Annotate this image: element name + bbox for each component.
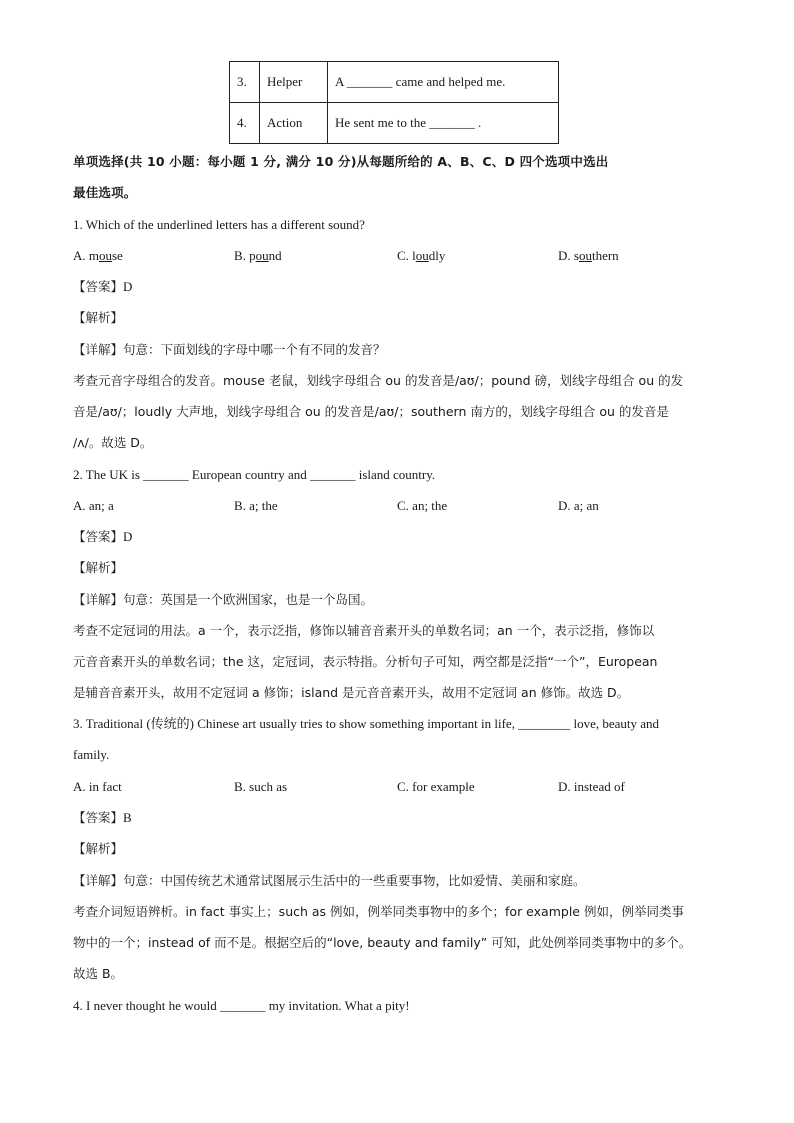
q1-explanation-2: 音是/aʊ/；loudly 大声地，划线字母组合 ou 的发音是/aʊ/；southern 南方的，划线字母组合 ou 的发音是 (73, 404, 669, 419)
q3-explanation-3: 故选 B。 (73, 966, 124, 981)
question-3-stem-cont: family. (73, 747, 110, 762)
q1-option-d: D. southern (558, 248, 619, 263)
q3-analysis-label: 【解析】 (73, 841, 124, 856)
q2-explanation-1: 考查不定冠词的用法。a 一个，表示泛指，修饰以辅音音素开头的单数名词；an 一个，表示泛指，修饰以 (73, 623, 655, 638)
q2-option-a: A. an; a (73, 498, 114, 513)
q2-analysis-label: 【解析】 (73, 560, 124, 575)
row-text: A _______ came and helped me. (328, 62, 559, 103)
q1-option-b: B. pound (234, 248, 282, 263)
q3-detail: 【详解】句意：中国传统艺术通常试图展示生活中的一些重要事物，比如爱情、美丽和家庭。 (73, 873, 586, 888)
section-heading-cont: 最佳选项。 (73, 185, 137, 200)
row-label: Action (260, 103, 328, 144)
q3-explanation-2: 物中的一个；instead of 而不是。根据空后的“love, beauty and family” 可知，此处例举同类事物中的多个。 (73, 935, 692, 950)
section-heading: 单项选择(共 10 小题：每小题 1 分, 满分 10 分)从每题所给的 A、B、C、D 四个选项中选出 (73, 154, 609, 169)
q3-option-a: A. in fact (73, 779, 122, 794)
q3-option-d: D. instead of (558, 779, 625, 794)
question-3-stem: 3. Traditional (传统的) Chinese art usually tries to show something important in life, ________ love, beauty and (73, 716, 660, 731)
question-1-stem: 1. Which of the underlined letters has a different sound? (73, 217, 365, 232)
story-map-table (229, 61, 559, 144)
q1-analysis-label: 【解析】 (73, 310, 124, 325)
row-text: He sent me to the _______ . (328, 103, 559, 144)
table-row (230, 62, 559, 103)
q1-option-c: C. loudly (397, 248, 446, 263)
q1-option-a: A. mouse (73, 248, 123, 263)
q3-explanation-1: 考查介词短语辨析。in fact 事实上；such as 例如，例举同类事物中的多个；for example 例如，例举同类事 (73, 904, 684, 919)
q3-answer: 【答案】B (73, 810, 132, 825)
q1-detail: 【详解】句意：下面划线的字母中哪一个有不同的发音？ (73, 342, 386, 357)
q2-explanation-2: 元音音素开头的单数名词；the 这，定冠词，表示特指。分析句子可知，两空都是泛指“一个”，European (73, 654, 658, 669)
q3-option-b: B. such as (234, 779, 288, 794)
q2-answer: 【答案】D (73, 529, 133, 544)
q2-option-c: C. an; the (397, 498, 448, 513)
table-row (230, 103, 559, 144)
row-number: 3. (230, 62, 260, 103)
q2-explanation-3: 是辅音音素开头，故用不定冠词 a 修饰；island 是元音音素开头，故用不定冠词 an 修饰。故选 D。 (73, 685, 630, 700)
row-number: 4. (230, 103, 260, 144)
question-4-stem: 4. I never thought he would _______ my invitation. What a pity! (73, 998, 410, 1013)
q1-explanation-3: /ʌ/。故选 D。 (73, 435, 153, 450)
q2-option-b: B. a; the (234, 498, 278, 513)
q1-answer: 【答案】D (73, 279, 133, 294)
q3-option-c: C. for example (397, 779, 475, 794)
row-label: Helper (260, 62, 328, 103)
q2-detail: 【详解】句意：英国是一个欧洲国家，也是一个岛国。 (73, 592, 374, 607)
q2-option-d: D. a; an (558, 498, 599, 513)
question-2-stem: 2. The UK is _______ European country and _______ island country. (73, 467, 436, 482)
q1-explanation-1: 考查元音字母组合的发音。mouse 老鼠，划线字母组合 ou 的发音是/aʊ/；pound 磅，划线字母组合 ou 的发 (73, 373, 684, 388)
